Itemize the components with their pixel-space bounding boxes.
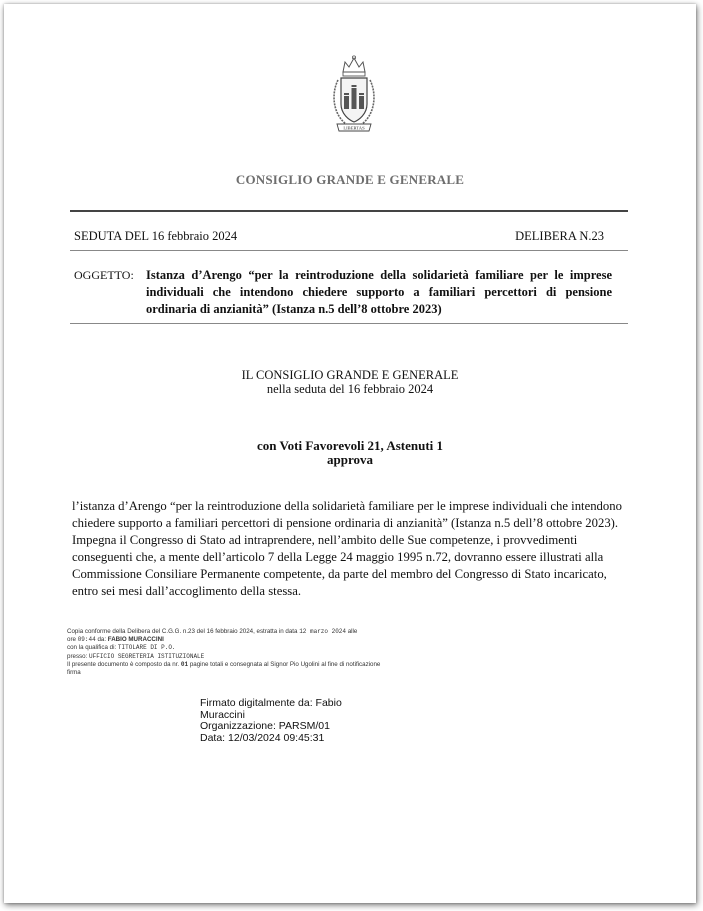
coat-of-arms-emblem xyxy=(329,54,379,136)
certification-line-2: ore 09:44 da: FABIO MURACCINI xyxy=(67,636,164,644)
resolution-session: nella seduta del 16 febbraio 2024 xyxy=(266,382,434,396)
resolution-body: IL CONSIGLIO GRANDE E GENERALE xyxy=(241,368,459,382)
subject-text: Istanza d’Arengo “per la reintroduzione della solidarietà familiare per le imprese individuali che intendono chiedere supporto a familiari percettori di pensione ordinaria di anzianità” (Istanza n.5 dell’8 ottobre 2023) xyxy=(146,268,612,316)
signature-line-1: Firmato digitalmente da: Fabio xyxy=(200,697,342,709)
certification-line-4: presso: UFFICIO SEGRETERIA ISTITUZIONALE xyxy=(67,652,205,660)
delibera-number: DELIBERA N.23 xyxy=(515,229,604,243)
certification-block xyxy=(67,628,387,677)
signature-line-2: Muraccini xyxy=(200,708,245,721)
body-paragraph-2: Impegna il Congresso di Stato ad intraprendere, nell’ambito delle Sue competenze, i provvedimenti conseguenti che, a mente dell’articolo 7 della Legge 24 maggio 1995 n.72, dovranno essere illustrati alla Commissione Consiliare Permanente competente, da parte del membro del Congresso di Stato incaricato, entro sei mesi dall’accoglimento della stessa. xyxy=(72,533,607,598)
meta-divider xyxy=(70,250,628,251)
resolution-text xyxy=(72,498,626,600)
signature-organization: Organizzazione: PARSM/01 xyxy=(200,720,330,732)
document-page xyxy=(4,4,696,903)
signature-date: Data: 12/03/2024 09:45:31 xyxy=(200,731,325,744)
certification-line-5: Il presente documento è composto da nr. 01 pagine totali e consegnata al Signor Pio Ugolini al fine di notificazione xyxy=(67,660,381,668)
session-date: SEDUTA DEL 16 febbraio 2024 xyxy=(74,229,238,243)
header-divider xyxy=(70,210,628,212)
certification-line-3: con la qualifica di: TITOLARE DI P.O. xyxy=(67,644,176,652)
subject-label: OGGETTO: xyxy=(74,268,134,282)
subject-divider xyxy=(70,323,628,324)
vote-result: con Voti Favorevoli 21, Astenuti 1 xyxy=(256,438,444,453)
digital-signature xyxy=(200,698,360,744)
approval-verb: approva xyxy=(327,452,373,467)
institution-heading: CONSIGLIO GRANDE E GENERALE xyxy=(235,172,465,187)
certification-line-1: Copia conforme della Delibera del C.G.G. n.23 del 16 febbraio 2024, estratta in data 12 marzo 2024 alle xyxy=(67,628,358,635)
certification-line-6: firma xyxy=(67,669,81,677)
svg-text:LIBERTAS: LIBERTAS xyxy=(343,125,365,131)
body-paragraph-1: l’istanza d’Arengo “per la reintroduzione della solidarietà familiare per le imprese individuali che intendono chiedere supporto a familiari percettori di pensione ordinaria di anzianità” (Istanza n.5 dell’8 ottobre 2023). xyxy=(72,499,622,530)
